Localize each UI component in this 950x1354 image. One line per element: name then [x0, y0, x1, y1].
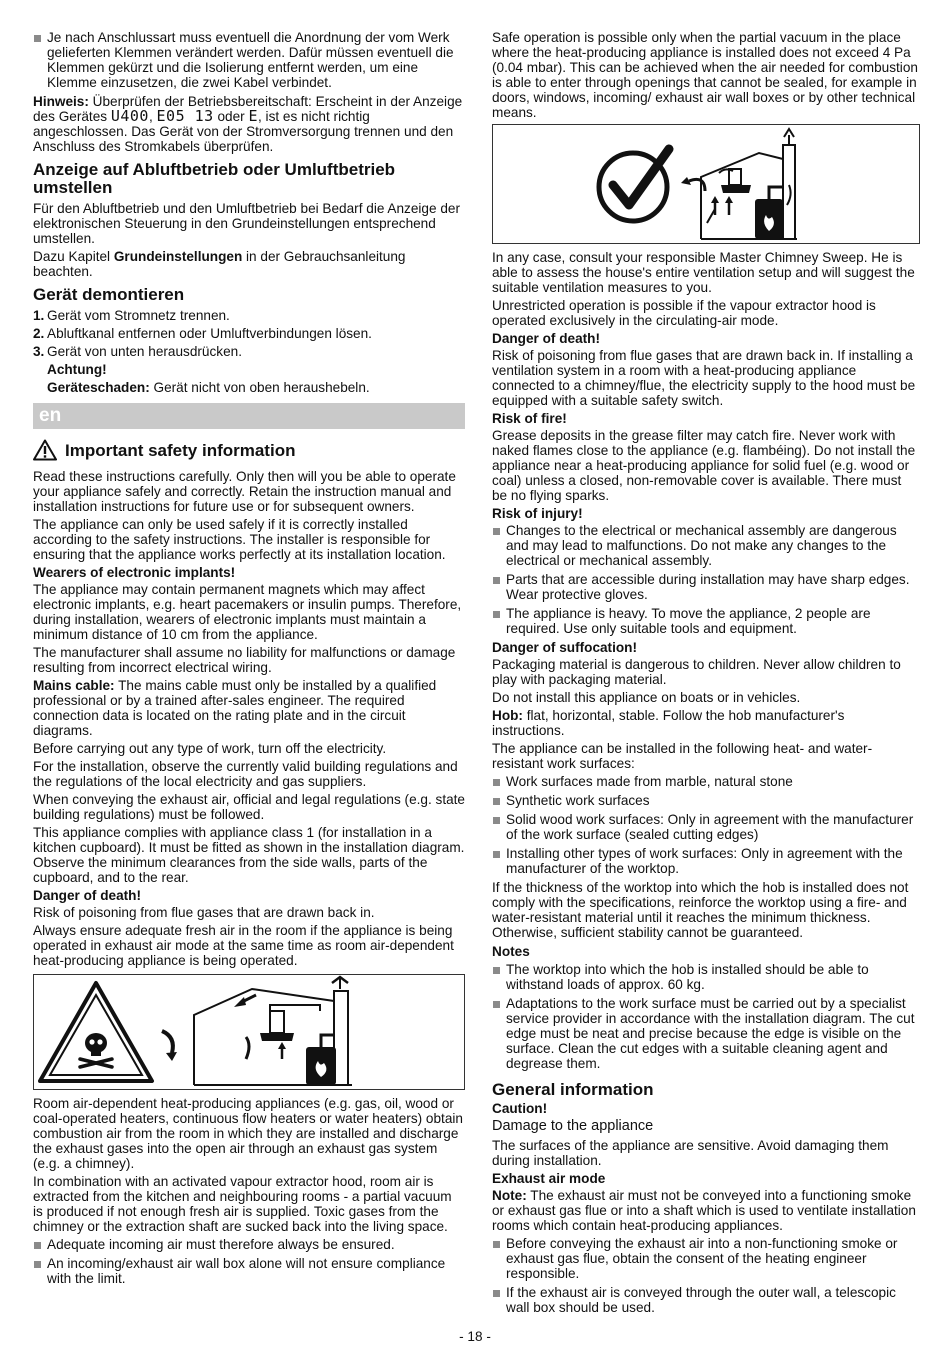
paragraph: In combination with an activated vapour extractor hood, room air is extracted from the kitchen and neighbouring rooms - a partial vacuum is produced if not enough fresh air is supplied. Toxic gases from the chimney or the extraction shaft are sucked back into the living space. [33, 1174, 452, 1234]
subheading: Risk of injury! [492, 506, 583, 521]
notes-heading: Notes [492, 944, 530, 959]
hinweis-paragraph [33, 94, 465, 154]
bullet-text: Je nach Anschlussart muss eventuell die Anordnung der vom Werk gelieferten Klemmen verändert werden. Dafür müssen eventuell die Klemmen gekürzt und die Isolierung entfernt werden, um eine Klemme einzusetzen, die zwei Kabel verbindet. [47, 30, 454, 90]
list-item [492, 1236, 920, 1281]
paragraph: Safe operation is possible only when the partial vacuum in the place where the heat-producing appliance is installed does not exceed 4 Pa (0.04 mbar). This can be achieved when the air needed for combustion is able to enter through openings that cannot be sealed, for example in doors, windows, incoming/ exhaust air wall boxes or by other technical means. [492, 30, 918, 120]
subheading: Risk of fire! [492, 411, 567, 426]
bullet-text: Adaptations to the work surface must be carried out by a specialist service provider in accordance with the installation diagram. The cut edge must be neat and precise because the edge is visible on the surface. Clean the cut edges with a suitable cleaning agent and degrease them. [506, 996, 915, 1071]
text: flat, horizontal, stable. Follow the hob manufacturer's instructions. [492, 708, 845, 738]
inline-label: Hob: [492, 708, 523, 723]
section-heading: General information [492, 1080, 654, 1099]
bullet-text: Parts that are accessible during installation may have sharp edges. Wear protective gloves. [506, 572, 910, 602]
paragraph: Für den Abluftbetrieb und den Umluftbetrieb bei Bedarf die Anzeige der elektronischen Steuerung in den Grundeinstellungen entsprechend umstellen. [33, 201, 460, 246]
bullet-text: Synthetic work surfaces [506, 793, 650, 808]
step-item [33, 308, 465, 323]
page-number: - 18 - [459, 1329, 491, 1344]
paragraph: In any case, consult your responsible Master Chimney Sweep. He is able to assess the house's entire ventilation setup and will suggest the suitable ventilation measures to you. [492, 250, 915, 295]
checkmark-illustration [493, 125, 919, 243]
paragraph [492, 708, 920, 738]
list-item [492, 606, 920, 636]
warning-triangle-icon [33, 439, 57, 461]
bullet-text: Work surfaces made from marble, natural stone [506, 774, 793, 789]
separator: oder [213, 109, 249, 124]
text: in der Gebrauchsanleitung beachten. [33, 249, 406, 279]
list-item [492, 793, 920, 808]
paragraph: The appliance may contain permanent magnets which may affect electronic implants, e.g. heart pacemakers or insulin pumps. Therefore, during installation, wearers of electronic implants must maintain a minimum distance of 10 cm from the appliance. [33, 582, 462, 642]
chapter-reference: Grundeinstellungen [113, 249, 243, 264]
paragraph: Before carrying out any type of work, turn off the electricity. [33, 741, 387, 756]
paragraph: Risk of poisoning from flue gases that are drawn back in. If installing a ventilation system in a room with a heat-producing appliance connected to a chimney/flue, the electricity supply to the hood must be equipped with a suitable safety switch. [492, 348, 916, 408]
safety-title: Important safety information [65, 440, 296, 460]
subheading: Wearers of electronic implants! [33, 565, 236, 580]
text: The mains cable must only be installed by a qualified professional or by a trained after-sales engineer. The required connection data is located on the rating plate and in the circuit diagrams. [33, 678, 437, 738]
paragraph: Always ensure adequate fresh air in the room if the appliance is being operated in exhaust air mode at the same time as room air-dependent heat-producing appliance is being operated. [33, 923, 454, 968]
text: The exhaust air must not be conveyed into a functioning smoke or exhaust gas flue or into a shaft which is used to ventilate installation rooms which contain heat-producing appliances. [492, 1188, 916, 1233]
step-number: 3. [33, 344, 45, 359]
paragraph: For the installation, observe the currently valid building regulations and the regulations of the local electricity and gas suppliers. [33, 759, 458, 789]
geraeteschaden-paragraph [33, 380, 465, 395]
paragraph [33, 678, 465, 738]
bullet-text: Before conveying the exhaust air into a non-functioning smoke or exhaust gas flue, obtain the consent of the heating engineer responsible. [506, 1236, 898, 1281]
paragraph: Room air-dependent heat-producing appliances (e.g. gas, oil, wood or coal-operated heaters, continuous flow heaters or water heaters) obtain combustion air from the room in which they are installed and discharge the exhaust gases into the open air through an exhaust gas system (e.g. a chimney). [33, 1096, 463, 1171]
warning-text: Gerät nicht von oben heraushebeln. [149, 380, 370, 395]
paragraph: This appliance complies with appliance class 1 (for installation in a kitchen cupboard). It must be fitted as shown in the installation diagram. Observe the minimum clearances from the side walls, parts of the cupboard, and to the rear. [33, 825, 465, 885]
paragraph: Unrestricted operation is possible if the vapour extractor hood is operated exclusively in the circulating-air mode. [492, 298, 876, 328]
step-number: 2. [33, 326, 45, 341]
paragraph: The appliance can be installed in the following heat- and water-resistant work surfaces: [492, 741, 873, 771]
step-number: 1. [33, 308, 45, 323]
step-text: Abluftkanal entfernen oder Umluftverbindungen lösen. [47, 326, 372, 341]
list-item [492, 812, 920, 842]
caution-label: Caution! [492, 1101, 548, 1116]
language-code: en [39, 405, 62, 426]
list-item [492, 774, 920, 789]
list-item [492, 846, 920, 876]
warning-figure [33, 974, 465, 1090]
skull-warning-illustration [34, 975, 464, 1089]
paragraph: The manufacturer shall assume no liability for malfunctions or damage resulting from incorrect electrical wiring. [33, 645, 456, 675]
bullet-text: Adequate incoming air must therefore always be ensured. [47, 1237, 395, 1252]
bullet-text: The worktop into which the hob is installed should be able to withstand loads of approx. 60 kg. [506, 962, 869, 992]
paragraph: Packaging material is dangerous to children. Never allow children to play with packaging material. [492, 657, 901, 687]
bullet-text: An incoming/exhaust air wall box alone will not ensure compliance with the limit. [47, 1256, 446, 1286]
safety-heading [33, 439, 465, 461]
list-item [33, 1256, 465, 1286]
section-heading: Anzeige auf Abluftbetrieb oder Umluftbetrieb umstellen [33, 160, 396, 197]
language-bar [33, 403, 465, 429]
paragraph: Risk of poisoning from flue gases that are drawn back in. [33, 905, 375, 920]
text: Dazu Kapitel [33, 249, 114, 264]
paragraph: Do not install this appliance on boats or in vehicles. [492, 690, 801, 705]
achtung-label [33, 362, 465, 377]
paragraph: The appliance can only be used safely if it is correctly installed according to the safety instructions. The installer is responsible for ensuring that the appliance works perfectly at its installation location. [33, 517, 446, 562]
paragraph: If the thickness of the worktop into which the hob is installed does not comply with the specifications, reinforce the worktop using a fire- and water-resistant material until it reaches the minimum thickness. Otherwise, sufficient stability cannot be guaranteed. [492, 880, 909, 940]
paragraph: The surfaces of the appliance are sensitive. Avoid damaging them during installation. [492, 1138, 889, 1168]
display-code: U400 [110, 107, 149, 125]
list-item [33, 30, 465, 90]
bullet-text: Changes to the electrical or mechanical assembly are dangerous and may lead to malfunctions. Do not make any changes to the electrical or mechanical assembly. [506, 523, 897, 568]
hinweis-label: Hinweis: [33, 94, 89, 109]
list-item [492, 572, 920, 602]
bullet-text: The appliance is heavy. To move the appliance, 2 people are required. Use only suitable tools and equipment. [506, 606, 871, 636]
step-text: Gerät von unten herausdrücken. [47, 344, 242, 359]
inline-label: Note: [492, 1188, 527, 1203]
right-column [492, 30, 920, 1319]
separator: , [148, 109, 157, 124]
paragraph [33, 249, 465, 279]
warning-label: Geräteschaden: [47, 380, 150, 395]
paragraph: When conveying the exhaust air, official and legal regulations (e.g. state building regulations) must be followed. [33, 792, 465, 822]
warning-label: Achtung! [47, 362, 107, 377]
approved-figure [492, 124, 920, 244]
step-item [33, 344, 465, 359]
subheading: Danger of suffocation! [492, 640, 637, 655]
hinweis-text: , ist es nicht richtig angeschlossen. Das Gerät von der Stromversorgung trennen und den Anschluss des Stromkabels überprüfen. [33, 109, 454, 154]
step-text: Gerät vom Stromnetz trennen. [47, 308, 230, 323]
bullet-text: Solid wood work surfaces: Only in agreement with the manufacturer of the work surface (sealed cutting edges) [506, 812, 914, 842]
left-column [33, 30, 465, 1290]
list-item [492, 523, 920, 568]
section-heading: Gerät demontieren [33, 285, 185, 304]
paragraph: Read these instructions carefully. Only then will you be able to operate your appliance safely and correctly. Retain the instruction manual and installation instructions for future use or for subsequent owners. [33, 469, 456, 514]
caution-text: Damage to the appliance [492, 1118, 654, 1134]
subheading: Danger of death! [492, 331, 600, 346]
list-item [492, 962, 920, 992]
step-item [33, 326, 465, 341]
list-item [492, 996, 920, 1071]
display-code: E [248, 107, 258, 125]
list-item [33, 1237, 465, 1252]
paragraph: Grease deposits in the grease filter may catch fire. Never work with naked flames close to the appliance (e.g. flambéing). Do not install the appliance near a heat-producing appliance for solid fuel (e.g. wood or coal) unless a closed, non-removable cover is available. There must be no flying sparks. [492, 428, 916, 503]
list-item [492, 1285, 920, 1315]
subheading: Exhaust air mode [492, 1171, 606, 1186]
display-code: E05 13 [156, 107, 214, 125]
bullet-text: Installing other types of work surfaces: Only in agreement with the manufacturer of the worktop. [506, 846, 903, 876]
hinweis-text: Überprüfen der Betriebsbereitschaft: Erscheint in der Anzeige des Gerätes [33, 94, 463, 124]
paragraph [492, 1188, 920, 1233]
bullet-text: If the exhaust air is conveyed through the outer wall, a telescopic wall box should be used. [506, 1285, 896, 1315]
subheading: Danger of death! [33, 888, 141, 903]
inline-label: Mains cable: [33, 678, 115, 693]
